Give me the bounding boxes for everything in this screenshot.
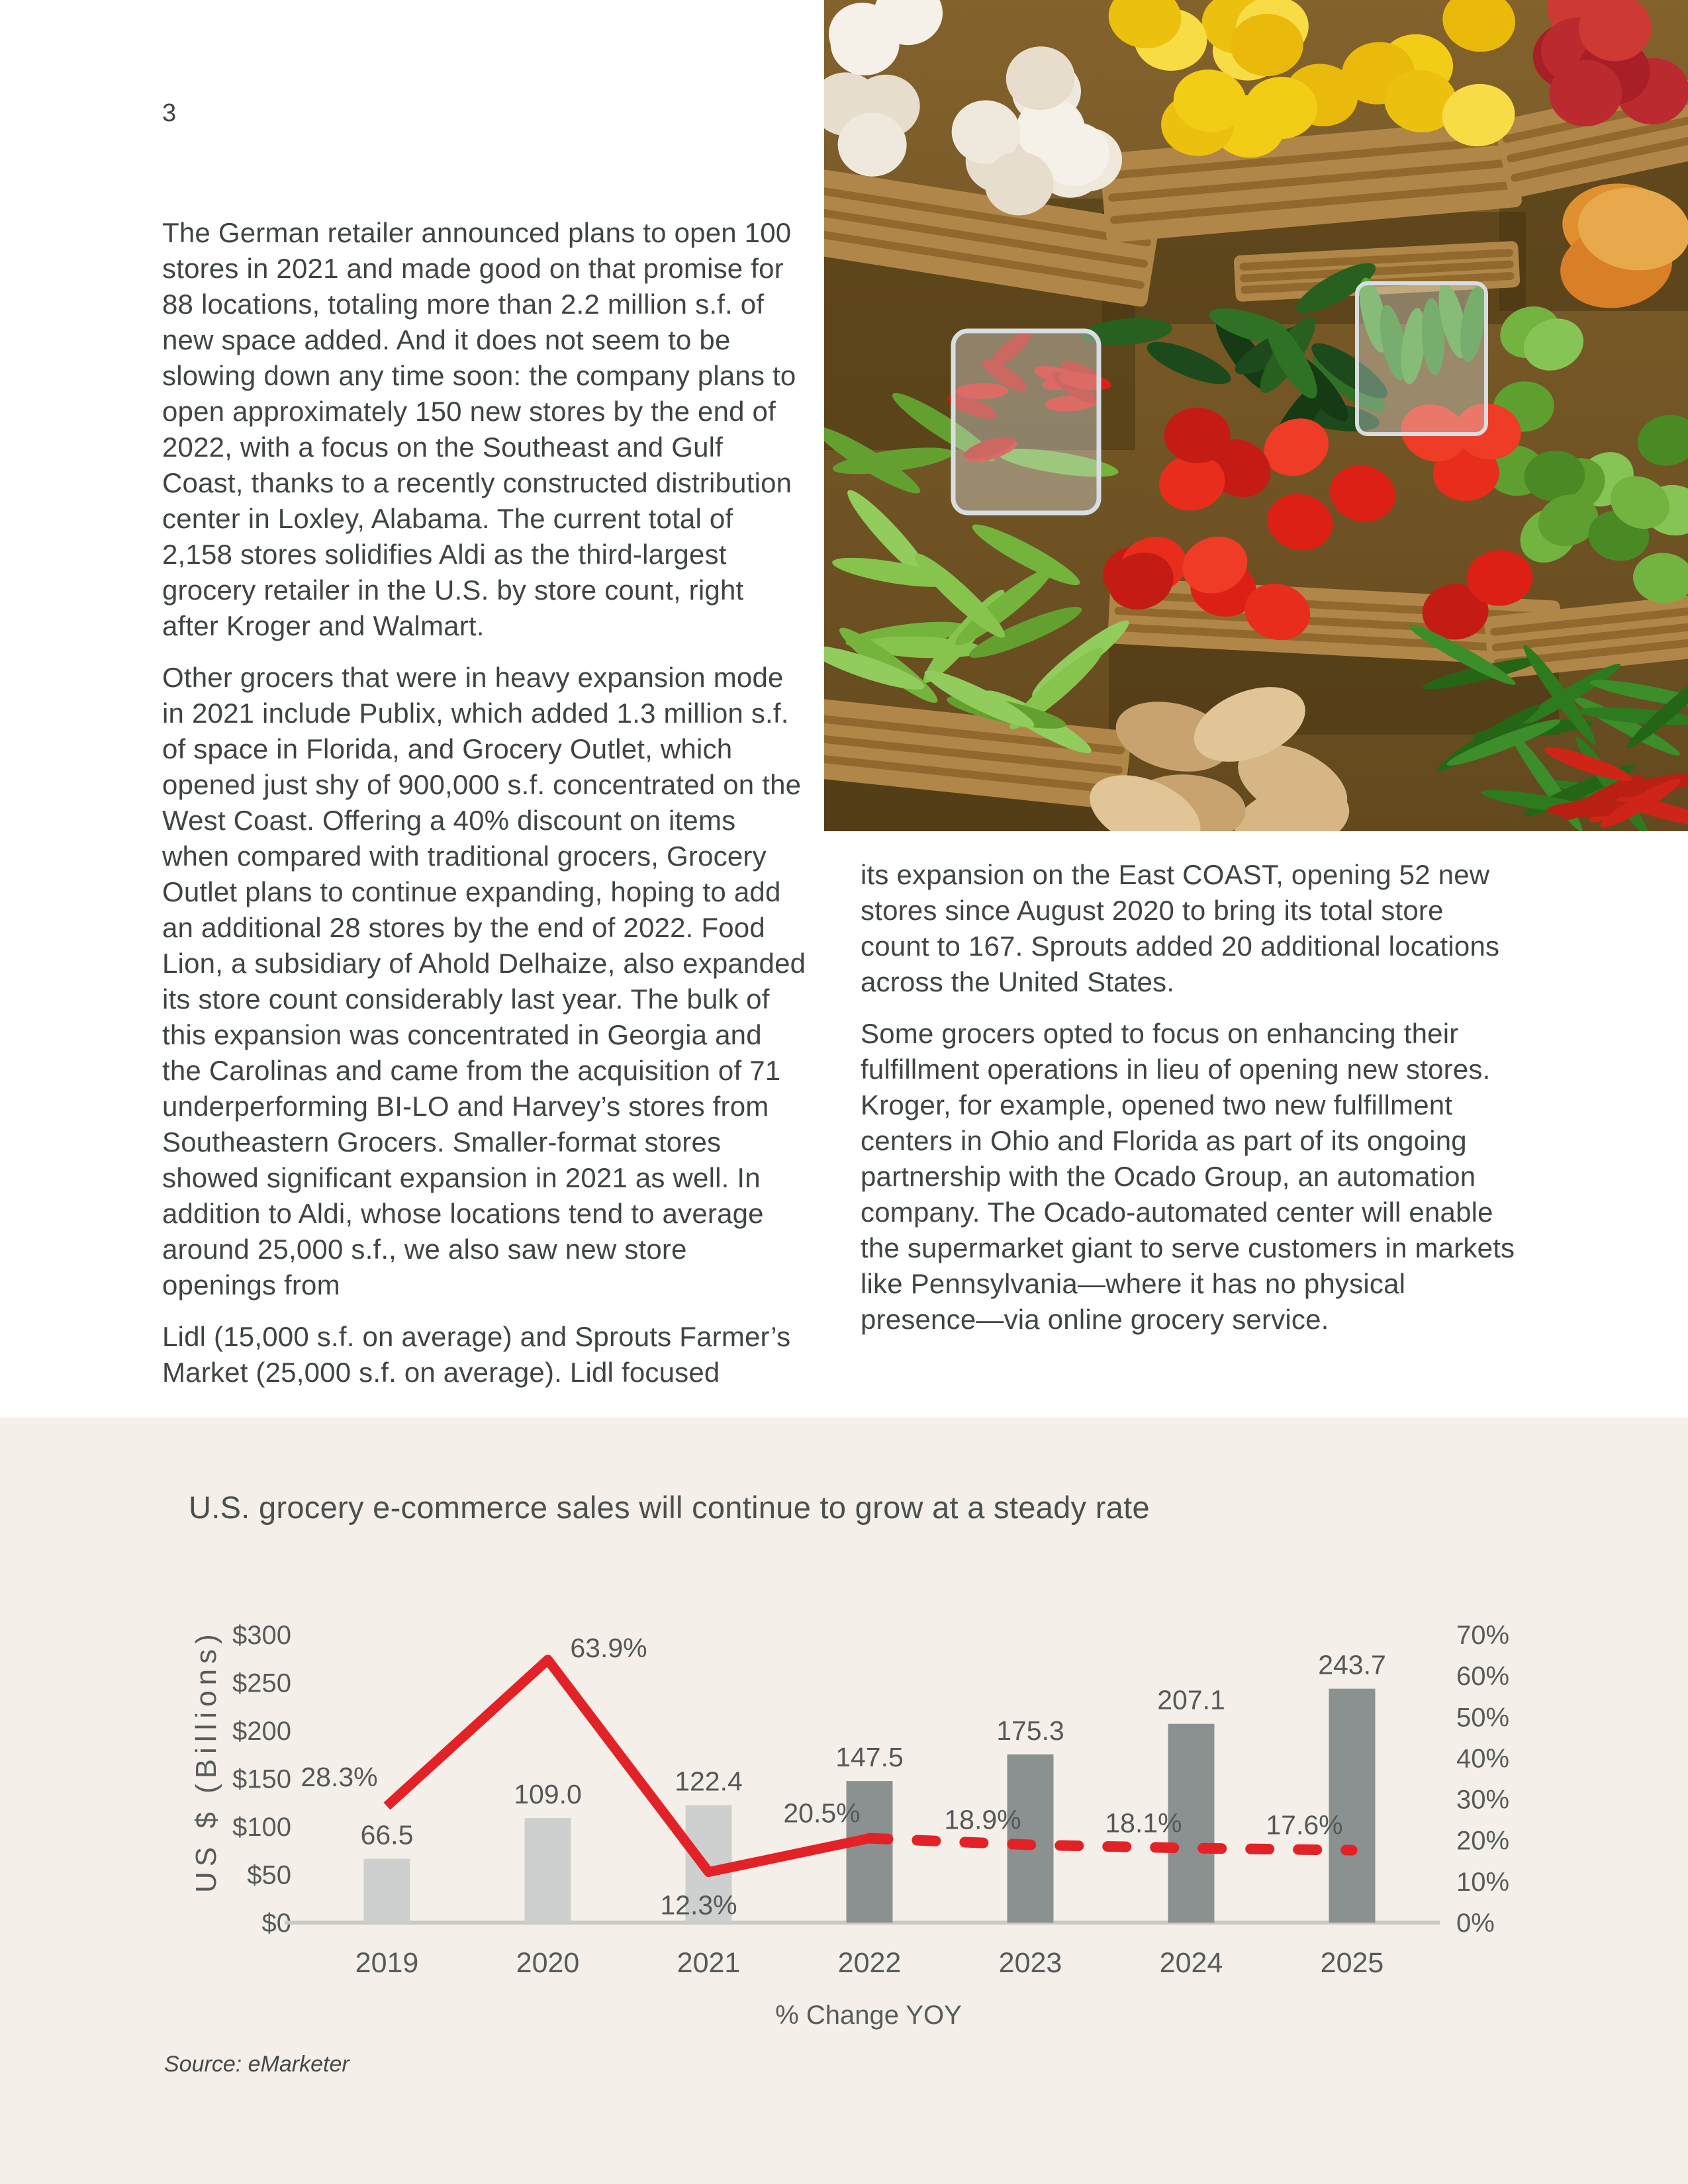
svg-text:2023: 2023 xyxy=(998,1947,1062,1979)
svg-text:28.3%: 28.3% xyxy=(301,1762,378,1793)
svg-text:US $ (Billions): US $ (Billions) xyxy=(190,1629,222,1893)
svg-text:207.1: 207.1 xyxy=(1157,1684,1225,1715)
svg-text:147.5: 147.5 xyxy=(835,1742,904,1773)
svg-text:2021: 2021 xyxy=(677,1947,741,1979)
source-note: Source: eMarketer xyxy=(164,2052,350,2077)
svg-text:10%: 10% xyxy=(1456,1867,1509,1897)
svg-text:18.9%: 18.9% xyxy=(944,1804,1021,1835)
svg-text:243.7: 243.7 xyxy=(1318,1649,1386,1680)
svg-text:$250: $250 xyxy=(232,1668,291,1698)
svg-text:20%: 20% xyxy=(1456,1826,1509,1856)
svg-text:40%: 40% xyxy=(1456,1744,1509,1774)
article-right-column xyxy=(861,857,1519,1353)
svg-text:$0: $0 xyxy=(261,1909,291,1938)
svg-text:$50: $50 xyxy=(247,1860,291,1890)
paragraph: its expansion on the East COAST, opening 52 new stores since August 2020 to bring its total store count to 167. Sprouts added 20 additional locations across the United States. xyxy=(861,859,1500,997)
svg-text:2019: 2019 xyxy=(355,1947,419,1979)
paragraph: Other grocers that were in heavy expansion mode in 2021 include Publix, which added 1.3 million s.f. of space in Florida, and Grocery Outlet, which opened just shy of 900,000 s.f. concentrated on the West Coast. Offering a 40% discount on items when compared with traditional grocers, Grocery Outlet plans to continue expanding, hoping to add an additional 28 stores by the end of 2022. Food Lion, a subsidiary of Ahold Delhaize, also expanded its store count considerably last year. The bulk of this expansion was concentrated in Georgia and the Carolinas and came from the acquisition of 71 underperforming BI-LO and Harvey’s stores from Southeastern Grocers. Smaller-format stores showed significant expansion in 2021 as well. In addition to Aldi, whose locations tend to average around 25,000 s.f., we also saw new store openings from xyxy=(162,662,806,1300)
svg-text:$200: $200 xyxy=(232,1717,291,1746)
svg-text:2025: 2025 xyxy=(1320,1947,1384,1979)
svg-text:12.3%: 12.3% xyxy=(660,1889,737,1921)
article-left-column xyxy=(162,215,808,1406)
svg-text:$100: $100 xyxy=(232,1813,291,1842)
svg-text:109.0: 109.0 xyxy=(514,1778,582,1809)
svg-text:122.4: 122.4 xyxy=(675,1766,743,1797)
svg-text:2024: 2024 xyxy=(1159,1947,1223,1979)
svg-text:2022: 2022 xyxy=(837,1947,902,1979)
svg-text:175.3: 175.3 xyxy=(996,1715,1064,1746)
svg-text:2020: 2020 xyxy=(516,1947,580,1979)
svg-text:50%: 50% xyxy=(1456,1703,1509,1733)
chart-panel xyxy=(0,1418,1688,2184)
produce-photo xyxy=(824,0,1688,831)
svg-text:63.9%: 63.9% xyxy=(570,1632,647,1663)
grocery-ecommerce-chart xyxy=(185,1575,1509,2038)
svg-text:$150: $150 xyxy=(232,1764,291,1794)
paragraph: The German retailer announced plans to open 100 stores in 2021 and made good on that promise for 88 locations, totaling more than 2.2 million s.f. of new space added. And it does not seem to be slowing down any time soon: the company plans to open approximately 150 new stores by the end of 2022, with a focus on the Southeast and Gulf Coast, thanks to a recently constructed distribution center in Loxley, Alabama. The current total of 2,158 stores solidifies Aldi as the third-largest grocery retailer in the U.S. by store count, right after Kroger and Walmart. xyxy=(162,217,796,641)
svg-text:30%: 30% xyxy=(1456,1785,1509,1815)
svg-text:17.6%: 17.6% xyxy=(1266,1809,1343,1841)
svg-text:60%: 60% xyxy=(1456,1662,1509,1692)
paragraph: Some grocers opted to focus on enhancing their fulfillment operations in lieu of opening new stores. Kroger, for example, opened two new fulfillment centers in Ohio and Florida as part of its ongoing partnership with the Ocado Group, an automation company. The Ocado-automated center will enable the supermarket giant to serve customers in markets like Pennsylvania—where it has no physical presence—via online grocery service. xyxy=(861,1018,1515,1335)
svg-text:66.5: 66.5 xyxy=(360,1819,414,1850)
svg-text:18.1%: 18.1% xyxy=(1105,1807,1182,1839)
paragraph: Lidl (15,000 s.f. on average) and Sprouts Farmer’s Market (25,000 s.f. on average). Lidl focused xyxy=(162,1321,791,1388)
page-number: 3 xyxy=(162,99,177,127)
chart-title: U.S. grocery e-commerce sales will continue to grow at a steady rate xyxy=(189,1490,1150,1525)
svg-text:% Change YOY: % Change YOY xyxy=(775,2001,962,2030)
svg-text:0%: 0% xyxy=(1456,1909,1495,1938)
svg-text:$300: $300 xyxy=(232,1621,291,1650)
svg-text:70%: 70% xyxy=(1456,1621,1509,1650)
svg-text:20.5%: 20.5% xyxy=(783,1797,861,1829)
